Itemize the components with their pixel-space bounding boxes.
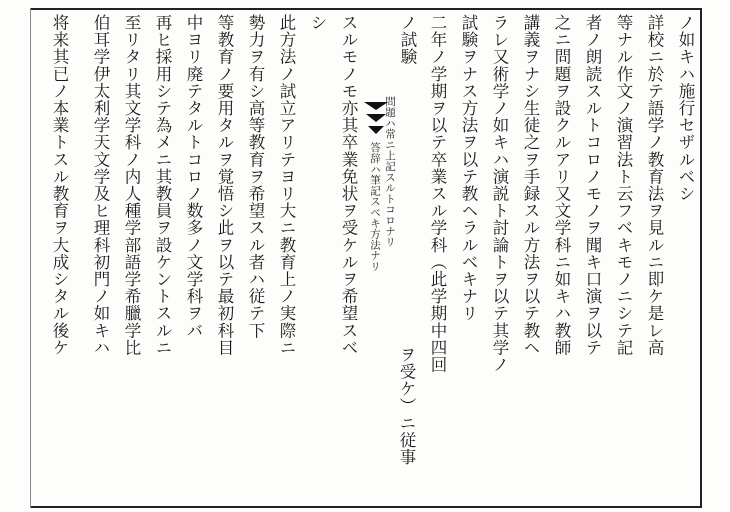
text-column-12: シ [308,14,327,32]
text-column-8: 試験ヲナス方法ヲ以テ教ヘラルベキナリ [459,14,478,322]
text-column-5: 之ニ問題ヲ設クルアリ又文学科ニ如キハ教師 [552,14,571,356]
text-column-15: 等教育ノ要用タルヲ覚悟シ此ヲ以テ最初科目 [215,14,234,356]
text-column-17: 再ヒ採用シテ為メニ其教員ヲ設ケントスルニ [153,14,172,356]
text-column-1: ノ如キハ施行セザルベシ [676,14,695,203]
text-column-4: 者ノ朗読スルトコロノモノヲ聞キ口演ヲ以テ [583,14,602,356]
text-column-18: 至リタリ其文学科ノ内人種学部語学希臘学比 [122,14,141,356]
left-border [30,8,31,508]
text-column-7: ラレ又術学ノ如キハ演説ト討論トヲ以テ其学ノ [490,14,509,374]
text-column-10-top: ノ試験 [398,14,417,66]
text-column-14: 勢力ヲ有シ高等教育ヲ希望スル者ハ従テ下 [246,14,265,339]
answer-note: 答辞ハ筆記スベキ方法ナリ [369,142,381,272]
text-column-9: 二年ノ学期ヲ以テ卒業スル学科（此学期中四回 [428,14,447,374]
question-note: 問題ハ常ニ上記スルトコロナリ [384,96,396,248]
text-column-6: 講義ヲナシ生徒之ヲ手録スル方法ヲ以テ教ヘ [521,14,540,356]
text-column-3: 等ナル作文ノ演習法ト云フベキモノニシテ記 [614,14,633,356]
text-column-2: 詳校ニ於テ語学ノ教育法ヲ見ルニ即ケ是レ高 [645,14,664,356]
text-column-13: 此方法ノ試立アリテヨリ大ニ教育上ノ実際ニ [277,14,296,356]
text-column-19: 伯耳学伊太利学天文学及ヒ理科初門ノ如キハ [91,14,110,356]
right-border [700,8,702,508]
text-column-11: スルモノモ亦其卒業免状ヲ受ケルヲ希望スベ [339,14,358,356]
text-column-16: 中ヨリ廃テタルトコロノ数多ノ文学科ヲバ [184,14,203,339]
text-column-20: 将来其已ノ本業トスル教育ヲ大成シタル後ケ [50,14,69,356]
top-border [30,8,702,10]
text-column-10-bottom: ヲ受ケ）ニ従事 [397,346,416,466]
